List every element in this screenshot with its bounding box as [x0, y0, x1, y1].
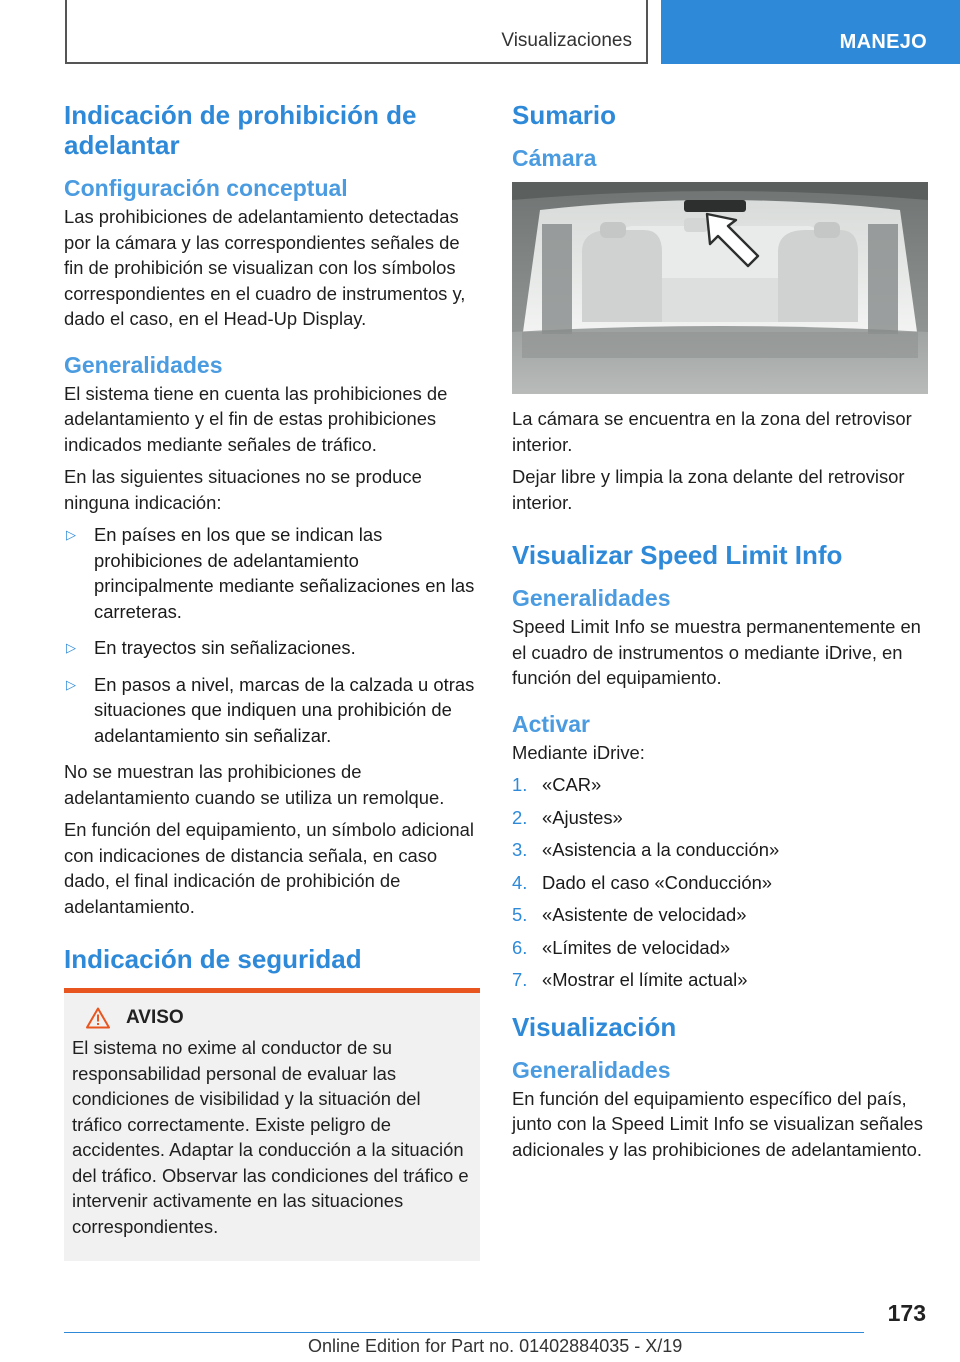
- step-number: 5.: [512, 904, 528, 925]
- step-text: «Mostrar el límite actual»: [542, 969, 748, 990]
- right-column: [512, 100, 928, 1169]
- general-paragraph-1: El sistema tiene en cuenta las prohibiciones de adelantamiento y el fin de estas prohibiciones indicados mediante señales de tráfico.: [64, 382, 448, 455]
- step-text: «Asistencia a la conducción»: [542, 839, 780, 860]
- bullet-triangle-icon: ▷: [66, 640, 76, 655]
- step-item: [512, 837, 928, 863]
- activate-intro: Mediante iDrive:: [512, 741, 645, 763]
- step-text: «CAR»: [542, 774, 602, 795]
- list-item-text: En pasos a nivel, marcas de la calzada u otras situaciones que indiquen una prohibición de adelantamiento sin señalizar.: [94, 673, 475, 746]
- general-paragraph-3: No se muestran las prohibiciones de adelantamiento cuando se utiliza un remolque.: [64, 761, 445, 808]
- step-item: [512, 870, 928, 896]
- list-item-text: En países en los que se indican las prohibiciones de adelantamiento principalmente mediante señalizaciones en las carreteras.: [94, 524, 475, 622]
- bullet-triangle-icon: ▷: [66, 676, 76, 692]
- step-item: [512, 772, 928, 798]
- situation-list: [64, 522, 480, 748]
- general-paragraph-2: En las siguientes situaciones no se produce ninguna indicación:: [64, 466, 422, 513]
- list-item: [64, 672, 480, 749]
- step-item: [512, 935, 928, 961]
- left-column: [64, 100, 480, 1261]
- warning-text: El sistema no exime al conductor de su responsabilidad personal de evaluar las condiciones de visibilidad y la situación del tráfico correctamente. Existe peligro de accidentes. Adaptar la conducción a la situación del tráfico. Observar las condiciones del tráfico e intervenir activamente en las situaciones correspondientes.: [72, 1037, 469, 1237]
- step-text: «Ajustes»: [542, 806, 623, 828]
- step-text: «Límites de velocidad»: [542, 936, 731, 958]
- bullet-triangle-icon: ▷: [66, 527, 76, 542]
- step-text: «Asistente de velocidad»: [542, 904, 747, 925]
- step-item: [512, 805, 928, 831]
- step-number: 3.: [512, 839, 528, 860]
- concept-heading: Configuración conceptual: [64, 175, 348, 201]
- page-number: 173: [887, 1300, 926, 1326]
- list-item: [64, 635, 480, 661]
- safety-title: Indicación de seguridad: [64, 944, 362, 974]
- step-item: [512, 967, 928, 993]
- warning-triangle-icon: [86, 1007, 110, 1029]
- list-item: [64, 522, 480, 624]
- display-text: En función del equipamiento específico del país, junto con la Speed Limit Info se visualizan señales adicionales y las prohibiciones de adelantamiento.: [512, 1087, 923, 1160]
- list-item-text: En trayectos sin señalizaciones.: [94, 637, 356, 658]
- camera-location-image: [512, 182, 928, 394]
- step-number: 6.: [512, 936, 528, 958]
- step-number: 1.: [512, 774, 528, 795]
- camera-heading: Cámara: [512, 145, 597, 171]
- chapter-tab[interactable]: [661, 0, 960, 64]
- summary-title: Sumario: [512, 100, 617, 130]
- header-section-title: Visualizaciones: [501, 30, 632, 51]
- footer-divider: [64, 1332, 864, 1333]
- warning-box: [64, 993, 480, 1261]
- step-number: 4.: [512, 871, 528, 893]
- activate-heading: Activar: [512, 710, 590, 737]
- step-text: Dado el caso «Conducción»: [542, 871, 773, 893]
- chapter-tab-label: MANEJO: [839, 31, 927, 53]
- general-heading: Generalidades: [64, 351, 223, 378]
- concept-text: Las prohibiciones de adelantamiento detectadas por la cámara y las correspondientes señales de fin de prohibición se visualizan con los símbolos correspondientes en el cuadro de instrumentos y, dado el caso, en el Head-Up Display.: [64, 206, 466, 329]
- speed-limit-general-text: Speed Limit Info se muestra permanentemente en el cuadro de instrumentos o mediante iDrive, en función del equipamiento.: [512, 616, 921, 688]
- activate-steps: [512, 772, 928, 993]
- warning-title: AVISO: [126, 1007, 184, 1028]
- display-general-heading: Generalidades: [512, 1056, 671, 1083]
- general-paragraph-4: En función del equipamiento, un símbolo adicional con indicaciones de distancia señala, en caso dado, el final indicación de prohibición de adelantamiento.: [64, 819, 474, 917]
- camera-text-1: La cámara se encuentra en la zona del retrovisor interior.: [512, 408, 912, 455]
- camera-text-2: Dejar libre y limpia la zona delante del retrovisor interior.: [512, 466, 905, 513]
- step-number: 7.: [512, 969, 528, 990]
- step-number: 2.: [512, 806, 528, 828]
- header-frame: [65, 0, 648, 64]
- speed-limit-general-heading: Generalidades: [512, 585, 671, 611]
- edition-text: Online Edition for Part no. 01402884035 - X/19: [308, 1336, 683, 1356]
- display-title: Visualización: [512, 1011, 677, 1042]
- step-item: [512, 902, 928, 928]
- overtaking-title: Indicación de prohibición de adelantar: [64, 100, 417, 160]
- speed-limit-title: Visualizar Speed Limit Info: [512, 540, 843, 570]
